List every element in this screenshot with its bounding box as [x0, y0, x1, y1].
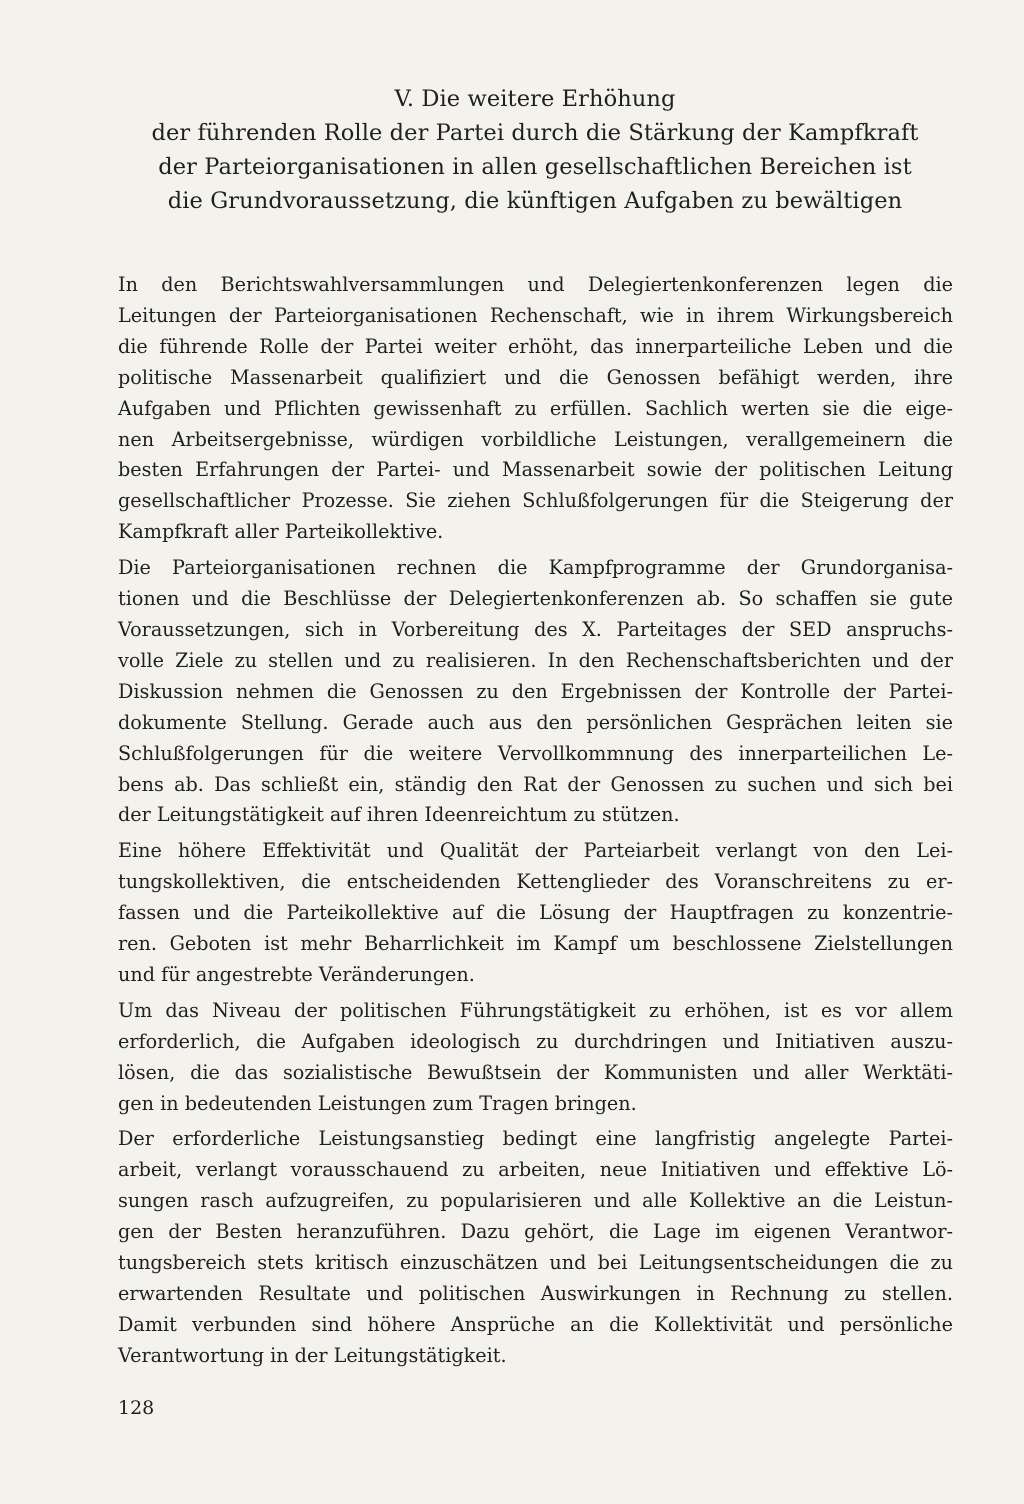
paragraph	[118, 996, 953, 1120]
text-line: Die Parteiorganisationen rechnen die Kampfprogramme der Grundorganisa-	[118, 556, 953, 580]
text-line: politische Massenarbeit qualifiziert und die Genossen befähigt werden, ihre	[118, 365, 953, 389]
heading-line: V. Die weitere Erhöhung	[394, 86, 676, 112]
text-line: Diskussion nehmen die Genossen zu den Ergebnissen der Kontrolle der Partei-	[118, 679, 953, 703]
text-line: tungsbereich stets kritisch einzuschätzen und bei Leitungsentscheidungen die zu	[118, 1251, 953, 1275]
text-line: sungen rasch aufzugreifen, zu popularisieren und alle Kollektive an die Leistun-	[118, 1189, 953, 1213]
text-line: tionen und die Beschlüsse der Delegiertenkonferenzen ab. So schaffen sie gute	[118, 587, 953, 611]
text-line: der Leitungstätigkeit auf ihren Ideenreichtum zu stützen.	[118, 803, 680, 827]
text-line: Aufgaben und Pflichten gewissenhaft zu erfüllen. Sachlich werten sie die eige-	[118, 396, 953, 420]
heading-line: die Grundvoraussetzung, die künftigen Aufgaben zu bewältigen	[167, 188, 903, 214]
text-line: volle Ziele zu stellen und zu realisieren. In den Rechenschaftsberichten und der	[118, 648, 953, 672]
text-line: Voraussetzungen, sich in Vorbereitung des X. Parteitages der SED anspruchs-	[118, 617, 953, 641]
text-line: tungskollektiven, die entscheidenden Kettenglieder des Voranschreitens zu er-	[118, 870, 953, 894]
text-line: In den Berichtswahlversammlungen und Delegiertenkonferenzen legen die	[118, 273, 953, 296]
text-line: Eine höhere Effektivität und Qualität der Parteiarbeit verlangt von den Lei-	[118, 839, 953, 863]
text-line: Verantwortung in der Leitungstätigkeit.	[118, 1343, 507, 1367]
heading-line: der Parteiorganisationen in allen gesellschaftlichen Bereichen ist	[158, 154, 912, 180]
text-line: Kampfkraft aller Parteikollektive.	[118, 520, 444, 544]
text-line: erwartenden Resultate und politischen Auswirkungen in Rechnung zu stellen.	[118, 1282, 953, 1305]
text-line: ren. Geboten ist mehr Beharrlichkeit im Kampf um beschlossene Zielstellungen	[118, 932, 953, 956]
text-line: Damit verbunden sind höhere Ansprüche an die Kollektivität und persönliche	[118, 1312, 953, 1336]
page-number: 128	[118, 1397, 155, 1419]
text-line: Der erforderliche Leistungsanstieg bedingt eine langfristig angelegte Partei-	[118, 1127, 953, 1151]
text-line: bens ab. Das schließt ein, ständig den Rat der Genossen zu suchen und sich bei	[118, 772, 953, 796]
text-line: gen der Besten heranzuführen. Dazu gehört, die Lage im eigenen Verantwor-	[118, 1220, 953, 1244]
text-line: nen Arbeitsergebnisse, würdigen vorbildliche Leistungen, verallgemeinern die	[118, 427, 953, 451]
text-line: fassen und die Parteikollektive auf die Lösung der Hauptfragen zu konzentrie-	[118, 901, 953, 925]
heading-line: der führenden Rolle der Partei durch die Stärkung der Kampfkraft	[151, 120, 919, 146]
text-line: besten Erfahrungen der Partei- und Massenarbeit sowie der politischen Leitung	[118, 458, 953, 482]
body-text	[118, 270, 953, 1377]
text-line: die führende Rolle der Partei weiter erhöht, das innerparteiliche Leben und die	[118, 334, 953, 358]
text-line: Leitungen der Parteiorganisationen Rechenschaft, wie in ihrem Wirkungsbereich	[118, 303, 953, 327]
text-line: gesellschaftlicher Prozesse. Sie ziehen Schlußfolgerungen für die Steigerung der	[118, 489, 953, 513]
text-line: Um das Niveau der politischen Führungstätigkeit zu erhöhen, ist es vor allem	[118, 998, 953, 1022]
text-line: erforderlich, die Aufgaben ideologisch zu durchdringen und Initiativen auszu-	[118, 1029, 953, 1053]
text-line: dokumente Stellung. Gerade auch aus den persönlichen Gesprächen leiten sie	[118, 710, 953, 734]
paragraph	[118, 553, 953, 831]
paragraph	[118, 1124, 953, 1371]
text-line: lösen, die das sozialistische Bewußtsein der Kommunisten und aller Werktäti-	[118, 1060, 953, 1084]
paragraph	[118, 836, 953, 991]
paragraph	[118, 270, 953, 548]
text-line: und für angestrebte Veränderungen.	[118, 962, 475, 986]
section-heading	[110, 82, 960, 218]
text-line: arbeit, verlangt vorausschauend zu arbeiten, neue Initiativen und effektive Lö-	[118, 1158, 953, 1182]
text-line: Schlußfolgerungen für die weitere Vervollkommnung des innerparteilichen Le-	[118, 741, 953, 765]
text-line: gen in bedeutenden Leistungen zum Tragen bringen.	[118, 1091, 637, 1115]
